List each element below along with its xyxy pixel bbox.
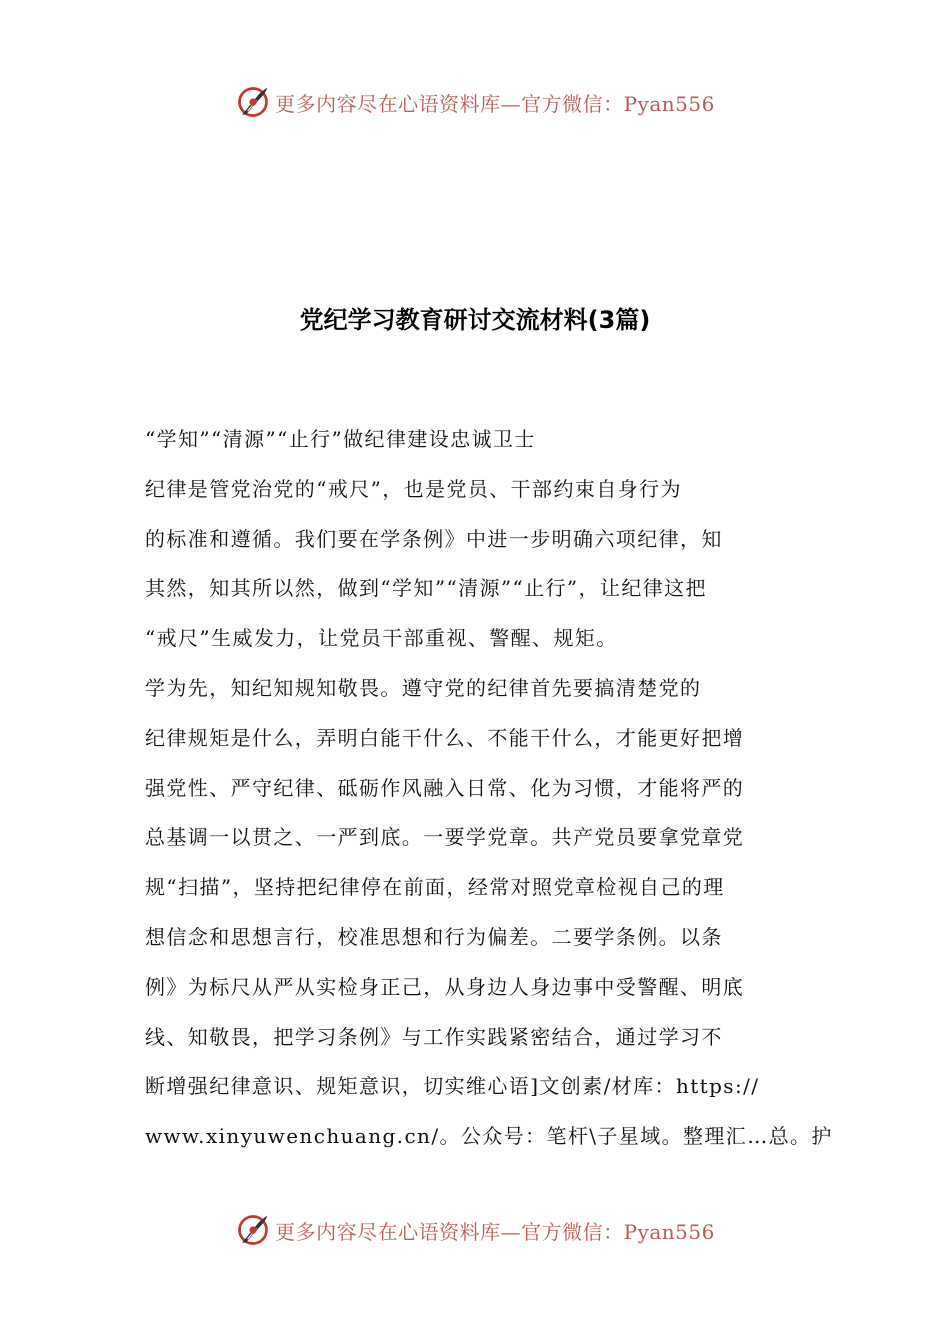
body-line: 例》为标尺从严从实检身正己，从身边人身边事中受警醒、明底 bbox=[145, 974, 745, 999]
body-line: 的标准和遵循。我们要在学条例》中进一步明确六项纪律，知 bbox=[145, 526, 723, 551]
header-banner bbox=[0, 80, 950, 124]
body-line: 其然，知其所以然，做到“学知”“清源”“止行”，让纪律这把 bbox=[145, 576, 707, 601]
document-body bbox=[145, 415, 833, 1162]
body-line: “学知”“清源”“止行”做纪律建设忠诚卫士 bbox=[145, 427, 536, 451]
body-line: 总基调一以贯之、一严到底。一要学党章。共产党员要拿党章党 bbox=[145, 825, 745, 850]
footer-promo-text: 更多内容尽在心语资料库—官方微信：Pyan556 bbox=[275, 1219, 715, 1244]
quill-pen-logo-icon bbox=[235, 1212, 271, 1248]
document-title: 党纪学习教育研讨交流材料(3篇) bbox=[299, 306, 651, 334]
body-line: 线、知敬畏，把学习条例》与工作实践紧密结合，通过学习不 bbox=[145, 1024, 723, 1049]
body-line: “戒尺”生威发力，让党员干部重视、警醒、规矩。 bbox=[145, 626, 618, 651]
body-line: 想信念和思想言行，校准思想和行为偏差。二要学条例。以条 bbox=[145, 924, 723, 949]
body-line: 强党性、严守纪律、砥砺作风融入日常、化为习惯，才能将严的 bbox=[145, 775, 745, 800]
header-promo-text: 更多内容尽在心语资料库—官方微信：Pyan556 bbox=[275, 91, 715, 116]
body-line: 学为先，知纪知规知敬畏。遵守党的纪律首先要搞清楚党的 bbox=[145, 675, 702, 700]
footer-banner bbox=[0, 1208, 950, 1252]
body-line: www.xinyuwenchuang.cn/。公众号：笔杆\子星域。整理汇…总。护 bbox=[145, 1124, 833, 1149]
body-line: 纪律是管党治党的“戒尺”，也是党员、干部约束自身行为 bbox=[145, 476, 682, 501]
body-line: 断增强纪律意识、规矩意识，切实维心语]文创素/材库：https:// bbox=[145, 1074, 760, 1099]
body-line: 规“扫描”，坚持把纪律停在前面，经常对照党章检视自己的理 bbox=[145, 875, 725, 900]
quill-pen-logo-icon bbox=[235, 84, 271, 120]
body-line: 纪律规矩是什么，弄明白能干什么、不能干什么，才能更好把增 bbox=[145, 725, 745, 750]
